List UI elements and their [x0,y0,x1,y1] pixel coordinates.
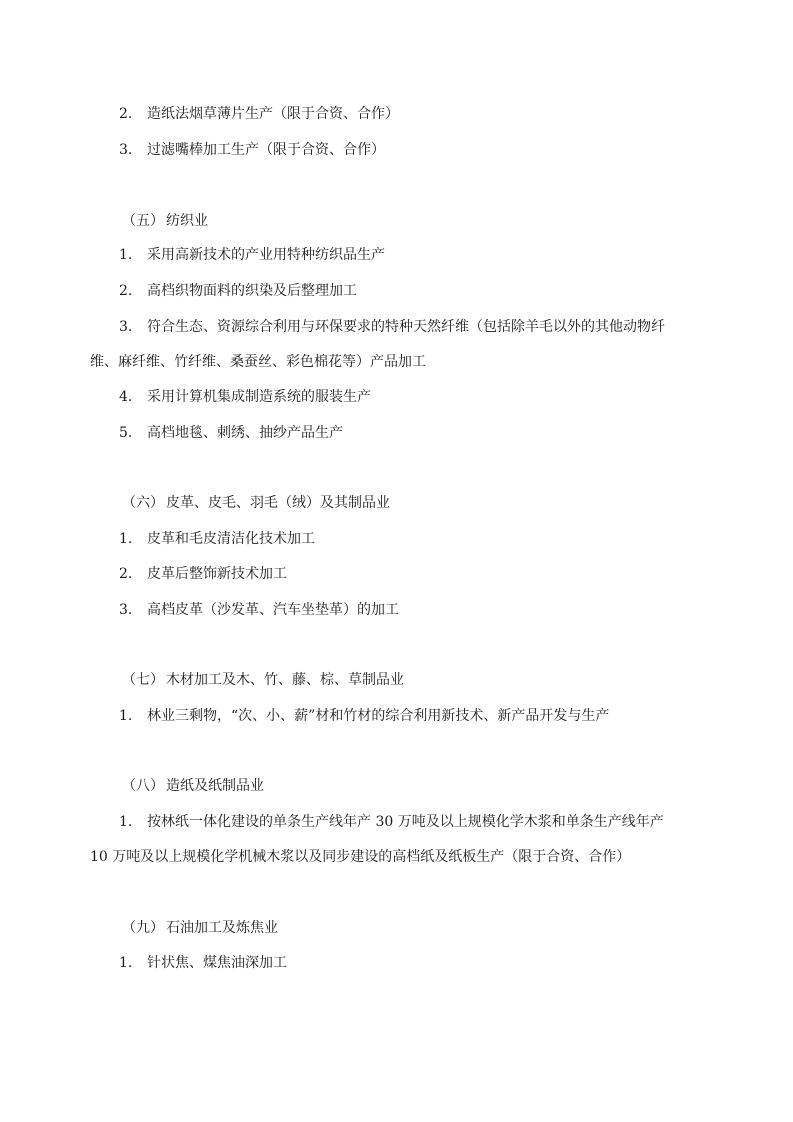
item-number: 4. [119,389,133,405]
item-text: 针状焦、煤焦油深加工 [147,955,287,971]
section-number: （九） [122,920,164,936]
section-heading [122,494,390,512]
item-number: 1. [119,955,133,971]
list-item [119,565,287,583]
list-item [119,813,664,831]
list-item [119,246,385,264]
list-item-continuation [90,848,630,866]
section-title: 造纸及纸制品业 [166,778,264,794]
list-item [119,424,343,442]
section-heading [122,212,208,230]
list-item [119,105,399,123]
list-item [119,318,665,336]
item-number: 2. [119,283,133,299]
item-text: 林业三剩物，“次、小、薪”材和竹材的综合利用新技术、新产品开发与生产 [147,708,610,724]
section-heading [122,671,404,689]
list-item [119,954,287,972]
item-number: 1. [119,814,133,830]
item-number: 2. [119,106,133,122]
section-title: 纺织业 [166,213,208,229]
item-text: 皮革后整饰新技术加工 [147,566,287,582]
section-number: （七） [122,672,164,688]
item-number: 3. [119,319,133,335]
item-text: 高档织物面料的织染及后整理加工 [147,283,357,299]
list-item [119,282,357,300]
item-number: 1. [119,247,133,263]
item-text-continued: 10 万吨及以上规模化学机械木浆以及同步建设的高档纸及纸板生产（限于合资、合作） [90,849,631,865]
item-text: 皮革和毛皮清洁化技术加工 [147,531,315,547]
section-heading [122,919,278,937]
list-item [119,601,399,619]
item-text: 高档皮革（沙发革、汽车坐垫革）的加工 [147,602,399,618]
section-number: （六） [122,495,164,511]
list-item [119,530,315,548]
item-text: 符合生态、资源综合利用与环保要求的特种天然纤维（包括除羊毛以外的其他动物纤 [147,319,665,335]
item-text: 采用计算机集成制造系统的服装生产 [147,389,371,405]
item-number: 3. [119,142,133,158]
list-item-continuation [90,353,426,371]
section-title: 石油加工及炼焦业 [166,920,278,936]
item-number: 5. [119,425,133,441]
list-item [119,388,371,406]
section-number: （八） [122,778,164,794]
item-text: 按林纸一体化建设的单条生产线年产 30 万吨及以上规模化学木浆和单条生产线年产 [147,814,664,830]
list-item [119,141,385,159]
item-text: 造纸法烟草薄片生产（限于合资、合作） [147,106,399,122]
list-item [119,707,609,725]
item-number: 3. [119,602,133,618]
item-number: 1. [119,708,133,724]
section-title: 木材加工及木、竹、藤、棕、草制品业 [166,672,404,688]
item-text: 过滤嘴棒加工生产（限于合资、合作） [147,142,385,158]
item-number: 2. [119,566,133,582]
section-number: （五） [122,213,164,229]
section-title: 皮革、皮毛、羽毛（绒）及其制品业 [166,495,390,511]
item-number: 1. [119,531,133,547]
item-text-continued: 维、麻纤维、竹纤维、桑蚕丝、彩色棉花等）产品加工 [90,354,426,370]
item-text: 采用高新技术的产业用特种纺织品生产 [147,247,385,263]
section-heading [122,777,264,795]
item-text: 高档地毯、刺绣、抽纱产品生产 [147,425,343,441]
